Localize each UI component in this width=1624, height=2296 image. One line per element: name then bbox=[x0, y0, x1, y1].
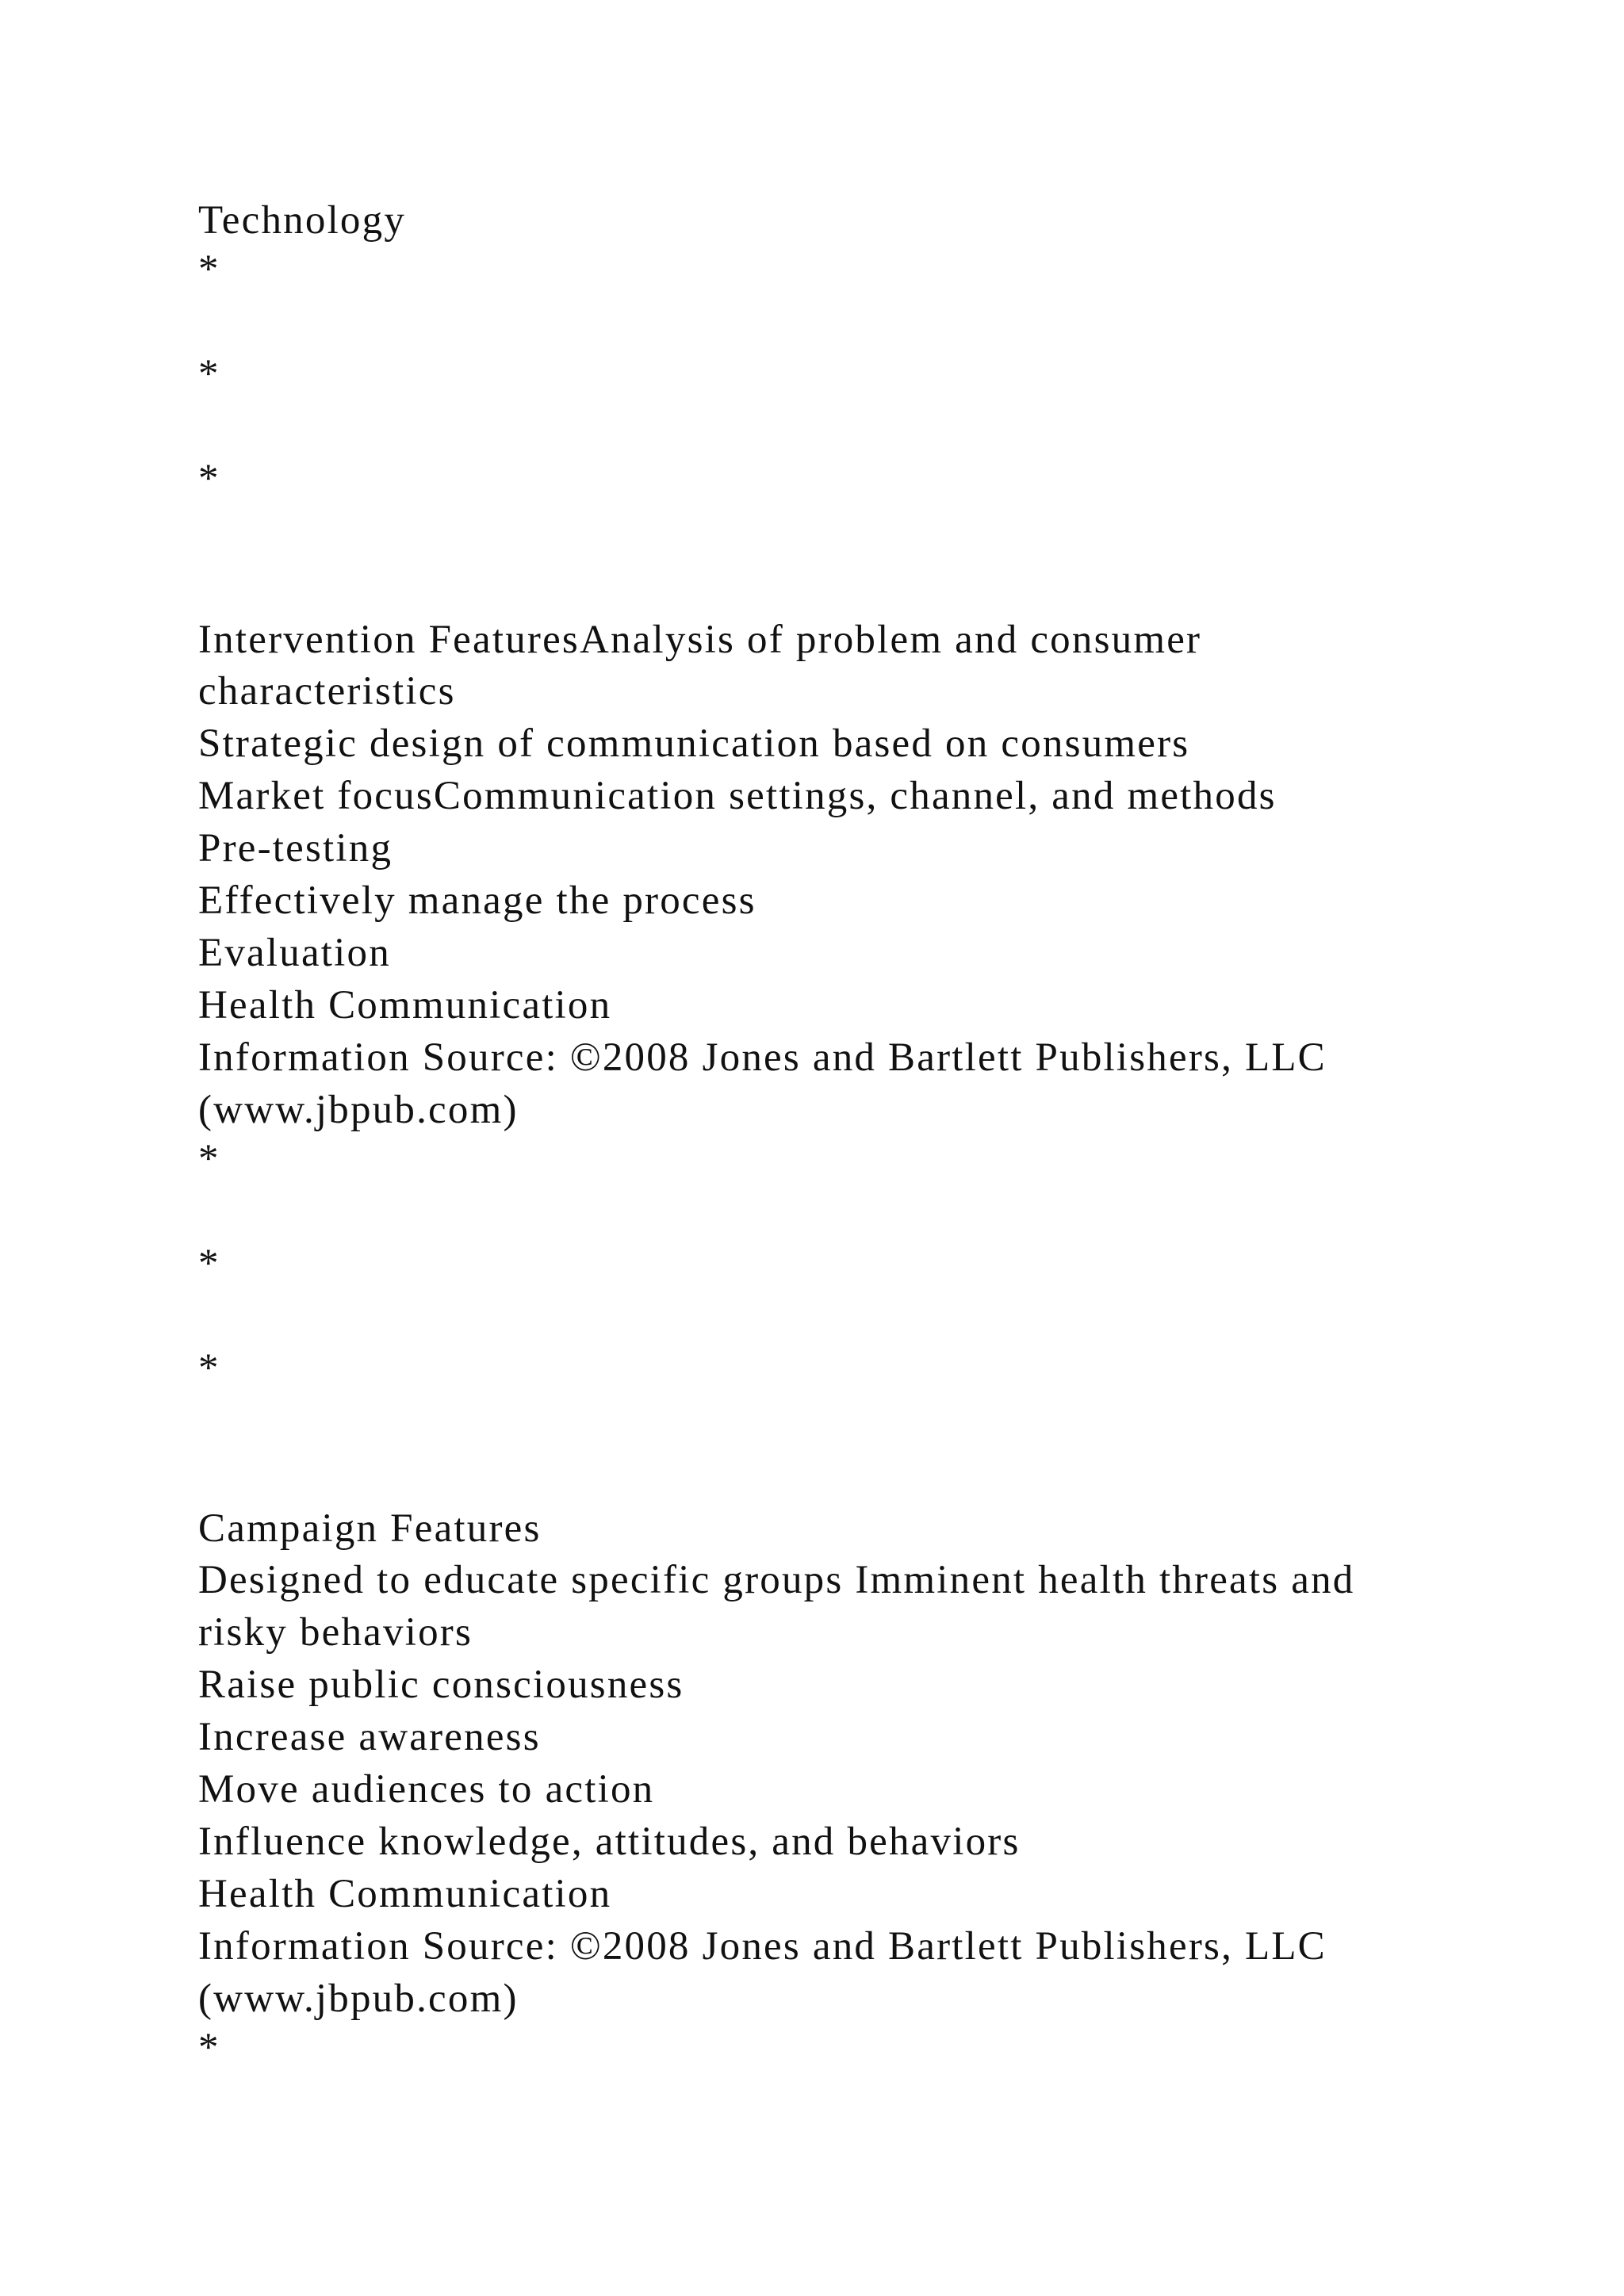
source-citation: Information Source: ©2008 Jones and Bartlett Publishers, LLC bbox=[198, 1924, 1327, 1969]
text-line: Pre-testing bbox=[198, 826, 393, 871]
text-line: Effectively manage the process bbox=[198, 878, 756, 923]
source-citation: Information Source: ©2008 Jones and Bartlett Publishers, LLC bbox=[198, 1035, 1327, 1080]
asterisk-marker: * bbox=[198, 1346, 220, 1391]
text-line: Raise public consciousness bbox=[198, 1663, 684, 1707]
text-line: Health Communication bbox=[198, 1872, 612, 1916]
source-url: (www.jbpub.com) bbox=[198, 1976, 519, 2021]
text-line: Health Communication bbox=[198, 983, 612, 1027]
text-line: Evaluation bbox=[198, 931, 391, 975]
section-title-technology: Technology bbox=[198, 198, 407, 243]
asterisk-marker: * bbox=[198, 352, 220, 396]
text-line: Intervention FeaturesAnalysis of problem and consumer bbox=[198, 618, 1202, 662]
text-line: characteristics bbox=[198, 669, 456, 714]
text-line: Designed to educate specific groups Imminent health threats and bbox=[198, 1558, 1355, 1602]
text-line: Increase awareness bbox=[198, 1715, 541, 1759]
text-line: Strategic design of communication based on consumers bbox=[198, 721, 1190, 766]
source-url: (www.jbpub.com) bbox=[198, 1088, 519, 1132]
asterisk-marker: * bbox=[198, 1242, 220, 1286]
text-line: risky behaviors bbox=[198, 1610, 473, 1655]
text-line: Influence knowledge, attitudes, and behaviors bbox=[198, 1820, 1021, 1864]
text-line: Campaign Features bbox=[198, 1506, 542, 1551]
asterisk-marker: * bbox=[198, 1137, 220, 1181]
asterisk-marker: * bbox=[198, 457, 220, 501]
asterisk-marker: * bbox=[198, 2026, 220, 2070]
asterisk-marker: * bbox=[198, 247, 220, 292]
text-line: Move audiences to action bbox=[198, 1767, 655, 1812]
text-line: Market focusCommunication settings, channel, and methods bbox=[198, 774, 1277, 818]
